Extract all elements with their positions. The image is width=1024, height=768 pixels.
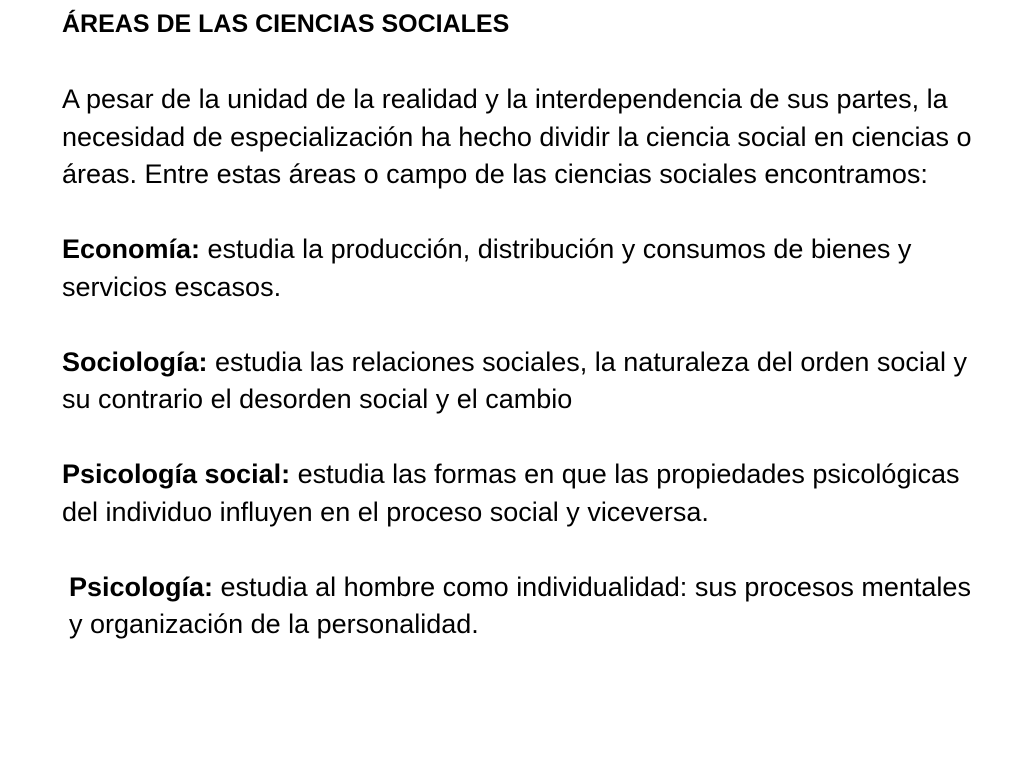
area-psicologia [62, 569, 982, 644]
page-title: ÁREAS DE LAS CIENCIAS SOCIALES [62, 10, 510, 38]
area-term: Psicología: [69, 571, 214, 602]
spacer [62, 531, 982, 569]
area-term: Economía: [62, 234, 201, 264]
area-sociologia [62, 344, 982, 419]
area-definition: estudia la producción, distribución y consumos de bienes y servicios escasos. [62, 234, 912, 302]
spacer [62, 44, 982, 82]
area-term: Psicología social: [62, 459, 291, 489]
spacer [62, 419, 982, 457]
slide-content [62, 6, 982, 644]
spacer [62, 194, 982, 232]
area-definition: estudia las relaciones sociales, la naturaleza del orden social y su contrario el desorden social y el cambio [62, 346, 967, 414]
area-psicologia-social [62, 456, 982, 531]
intro-paragraph: A pesar de la unidad de la realidad y la interdependencia de sus partes, la necesidad de especialización ha hecho dividir la ciencia social en ciencias o áreas. Entre estas áreas o campo de las ciencias sociales encontramos: [62, 84, 972, 189]
area-definition: estudia al hombre como individualidad: sus procesos mentales y organización de la personalidad. [69, 571, 971, 639]
area-definition: estudia las formas en que las propiedades psicológicas del individuo influyen en el proceso social y viceversa. [62, 459, 960, 527]
area-term: Sociología: [62, 346, 208, 377]
spacer [62, 306, 982, 344]
area-economia [62, 231, 982, 306]
